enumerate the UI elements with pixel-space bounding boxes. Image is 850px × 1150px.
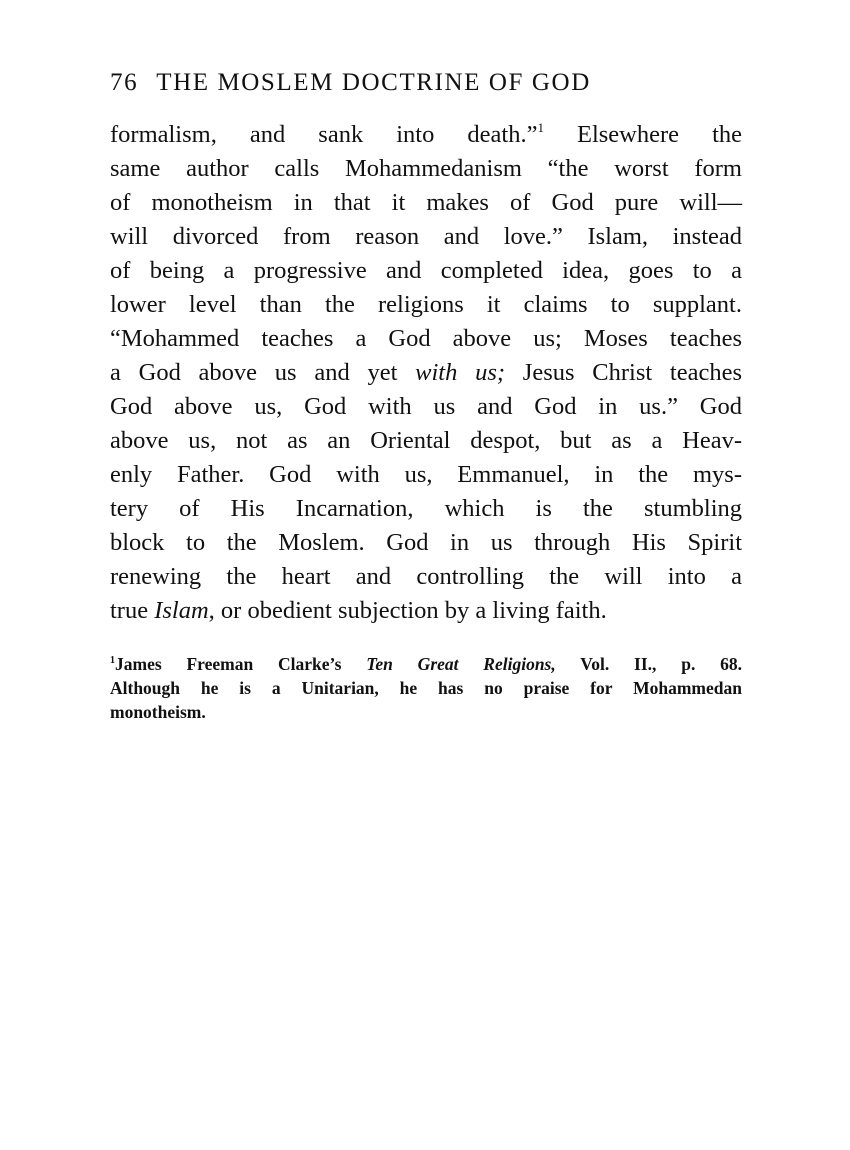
running-head (110, 66, 750, 100)
running-head-title: THE MOSLEM DOCTRINE OF GOD (156, 69, 591, 96)
text-line (110, 356, 742, 390)
text-line (110, 594, 742, 628)
emphasis-text: Islam, (154, 597, 215, 624)
footnote-line (110, 652, 742, 676)
emphasis-text: Ten Great Religions, (366, 654, 556, 674)
text-fragment: Elsewhere the (543, 121, 742, 148)
text-line: God above us, God with us and God in us.” God (110, 393, 742, 420)
page-number: 76 (110, 69, 139, 96)
text-line: same author calls Mohammedanism “the worst form (110, 155, 742, 182)
body-text (110, 118, 742, 628)
footnote (110, 652, 742, 724)
text-line: renewing the heart and controlling the will into a (110, 563, 742, 590)
text-line: will divorced from reason and love.” Islam, instead (110, 223, 742, 250)
footnote-line: Although he is a Unitarian, he has no praise for Mohammedan (110, 678, 742, 698)
text-line: of being a progressive and completed idea, goes to a (110, 257, 742, 284)
text-line (110, 118, 742, 152)
text-fragment: James Freeman Clarke’s (115, 654, 367, 674)
emphasis-text: with us; (415, 359, 506, 386)
text-line: “Mohammed teaches a God above us; Moses teaches (110, 325, 742, 352)
text-line: tery of His Incarnation, which is the stumbling (110, 495, 742, 522)
text-fragment: Jesus Christ teaches (505, 359, 743, 386)
text-fragment: formalism, and sank into death.” (110, 121, 538, 148)
text-fragment: true (110, 597, 155, 624)
text-fragment: or obedient subjection by a living faith. (214, 597, 607, 624)
footnote-reference: 1 (537, 120, 544, 135)
text-line: lower level than the religions it claims to supplant. (110, 291, 742, 318)
text-line: enly Father. God with us, Emmanuel, in the mys- (110, 461, 742, 488)
footnote-mark: 1 (110, 655, 115, 666)
text-line: block to the Moslem. God in us through His Spirit (110, 529, 742, 556)
text-fragment: Vol. II., p. 68. (555, 654, 742, 674)
text-line: above us, not as an Oriental despot, but as a Heav- (110, 427, 742, 454)
footnote-line: monotheism. (110, 702, 206, 722)
text-fragment: a God above us and yet (110, 359, 416, 386)
text-line: of monotheism in that it makes of God pure will— (110, 189, 742, 216)
